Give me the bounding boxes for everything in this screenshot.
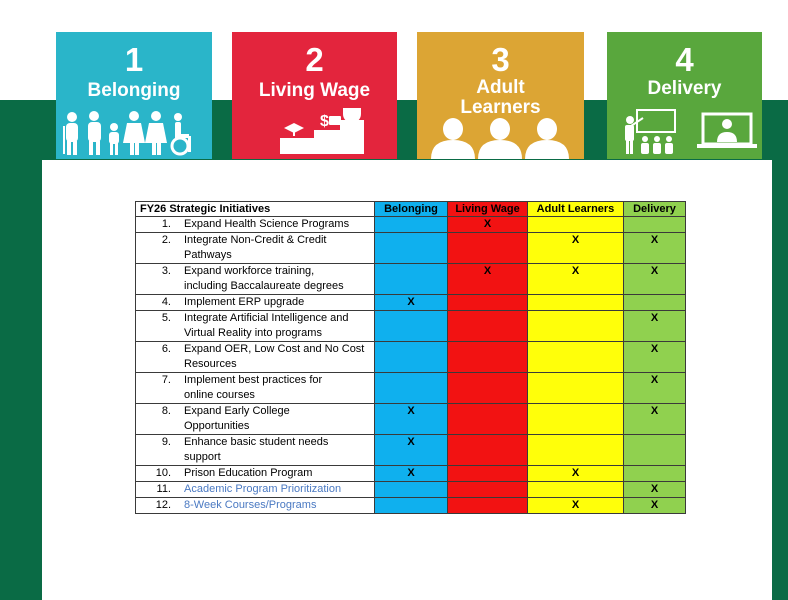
living-wage-mark <box>448 311 528 342</box>
table-row <box>136 233 686 264</box>
initiative-line1: Expand Early College <box>184 405 290 417</box>
goal-number: 3 <box>491 41 510 78</box>
initiative-number: 10. <box>155 467 171 479</box>
initiative-number: 6. <box>161 343 171 355</box>
delivery-mark: X <box>624 311 686 342</box>
initiative-text <box>184 233 370 263</box>
goal-number: 4 <box>675 41 694 78</box>
initiative-line2: support <box>184 451 221 463</box>
initiative-cell <box>136 311 375 342</box>
initiative-line1: Integrate Artificial Intelligence and <box>184 312 349 324</box>
initiative-cell <box>136 295 375 311</box>
belonging-mark <box>375 233 448 264</box>
belonging-mark <box>375 217 448 233</box>
initiative-text <box>184 217 370 232</box>
initiative-line2: online courses <box>184 389 255 401</box>
living-wage-mark <box>448 233 528 264</box>
initiative-cell <box>136 373 375 404</box>
adult-learners-mark <box>528 311 624 342</box>
goal-label: Belonging <box>87 80 181 101</box>
initiative-line1: Prison Education Program <box>184 467 313 479</box>
adult-learners-mark <box>528 435 624 466</box>
delivery-mark: X <box>624 373 686 404</box>
goal-tile-belonging <box>56 32 212 159</box>
initiative-number: 8. <box>161 405 171 417</box>
initiative-line2: Virtual Reality into programs <box>184 327 322 339</box>
delivery-mark <box>624 217 686 233</box>
initiative-text <box>184 311 370 341</box>
living-wage-mark <box>448 342 528 373</box>
delivery-mark: X <box>624 404 686 435</box>
initiative-cell <box>136 217 375 233</box>
table-row <box>136 404 686 435</box>
adult-learners-mark: X <box>528 466 624 482</box>
goal-number: 1 <box>124 41 144 78</box>
initiative-number: 5. <box>161 312 171 324</box>
initiative-line1[interactable]: 8-Week Courses/Programs <box>184 499 317 511</box>
initiative-line1: Expand OER, Low Cost and No Cost <box>184 343 365 355</box>
adult-learners-mark <box>528 217 624 233</box>
goal-number: 2 <box>305 41 324 78</box>
delivery-mark: X <box>624 264 686 295</box>
svg-text:$: $ <box>320 113 329 130</box>
living-wage-mark <box>448 404 528 435</box>
adult-learners-mark: X <box>528 233 624 264</box>
initiative-number: 7. <box>161 374 171 386</box>
initiative-text[interactable] <box>184 498 370 513</box>
living-wage-mark: X <box>448 264 528 295</box>
header-initiatives: FY26 Strategic Initiatives <box>136 202 375 217</box>
initiative-number: 1. <box>161 218 171 230</box>
initiative-number: 12. <box>155 499 171 511</box>
delivery-mark <box>624 295 686 311</box>
initiative-cell <box>136 264 375 295</box>
belonging-mark <box>375 482 448 498</box>
initiative-cell <box>136 498 375 514</box>
initiative-line1: Expand workforce training, <box>184 265 315 277</box>
delivery-mark: X <box>624 233 686 264</box>
initiative-text <box>184 404 370 434</box>
initiative-line1: Enhance basic student needs <box>184 436 329 448</box>
initiative-number: 3. <box>161 265 171 277</box>
belonging-mark: X <box>375 435 448 466</box>
header-delivery: Delivery <box>624 202 686 217</box>
living-wage-mark <box>448 466 528 482</box>
initiative-cell <box>136 482 375 498</box>
belonging-mark <box>375 373 448 404</box>
table-row <box>136 498 686 514</box>
strategic-initiatives-table <box>135 201 686 514</box>
goal-label-line1: Adult <box>476 77 525 98</box>
living-wage-mark <box>448 435 528 466</box>
table-row <box>136 466 686 482</box>
table-row <box>136 217 686 233</box>
header-adult-learners: Adult Learners <box>528 202 624 217</box>
goal-label: Delivery <box>647 78 722 99</box>
table-row <box>136 311 686 342</box>
belonging-mark <box>375 311 448 342</box>
living-wage-mark <box>448 373 528 404</box>
teaching-delivery-icon <box>607 108 762 156</box>
goal-tile-delivery <box>607 32 762 159</box>
living-wage-mark: X <box>448 217 528 233</box>
living-wage-mark <box>448 498 528 514</box>
goal-tile-living-wage <box>232 32 397 159</box>
adult-learners-mark <box>528 404 624 435</box>
initiative-cell <box>136 233 375 264</box>
people-accessibility-icon <box>56 108 212 156</box>
table-header-row <box>136 202 686 217</box>
delivery-mark <box>624 435 686 466</box>
initiative-number: 11. <box>156 483 171 495</box>
delivery-mark <box>624 466 686 482</box>
table-row <box>136 295 686 311</box>
initiative-text <box>184 342 370 372</box>
adult-learners-mark <box>528 295 624 311</box>
adult-learners-mark <box>528 373 624 404</box>
delivery-mark: X <box>624 342 686 373</box>
initiative-line1: Implement ERP upgrade <box>184 296 305 308</box>
initiative-line2: Opportunities <box>184 420 250 432</box>
adult-learners-mark: X <box>528 264 624 295</box>
initiative-text <box>184 435 370 465</box>
adult-learners-icon <box>417 118 584 159</box>
initiative-line2: Pathways <box>184 249 232 261</box>
belonging-mark <box>375 342 448 373</box>
initiative-text <box>184 264 370 294</box>
initiative-cell <box>136 342 375 373</box>
belonging-mark: X <box>375 295 448 311</box>
header-belonging: Belonging <box>375 202 448 217</box>
adult-learners-mark <box>528 482 624 498</box>
table-row <box>136 482 686 498</box>
initiative-text[interactable] <box>184 482 370 497</box>
initiative-cell <box>136 435 375 466</box>
adult-learners-mark: X <box>528 498 624 514</box>
initiative-number: 4. <box>161 296 171 308</box>
initiative-cell <box>136 466 375 482</box>
initiative-line2: Resources <box>184 358 237 370</box>
initiative-line1[interactable]: Academic Program Prioritization <box>184 483 342 495</box>
initiative-cell <box>136 404 375 435</box>
initiative-text <box>184 466 370 481</box>
initiative-line2: including Baccalaureate degrees <box>184 280 344 292</box>
delivery-mark: X <box>624 498 686 514</box>
delivery-mark: X <box>624 482 686 498</box>
belonging-mark: X <box>375 404 448 435</box>
initiative-number: 9. <box>161 436 171 448</box>
header-living-wage: Living Wage <box>448 202 528 217</box>
goal-label: Living Wage <box>258 80 371 101</box>
wage-podium-icon <box>232 106 397 156</box>
table-row <box>136 373 686 404</box>
belonging-mark: X <box>375 466 448 482</box>
adult-learners-mark <box>528 342 624 373</box>
goal-tile-adult-learners <box>417 32 584 159</box>
table-row <box>136 435 686 466</box>
initiative-line1: Expand Health Science Programs <box>184 218 350 230</box>
initiative-text <box>184 295 370 310</box>
goal-label-line2: Learners <box>460 97 541 118</box>
initiative-number: 2. <box>161 234 171 246</box>
table-row <box>136 342 686 373</box>
initiative-text <box>184 373 370 403</box>
initiative-line1: Integrate Non-Credit & Credit <box>184 234 327 246</box>
living-wage-mark <box>448 295 528 311</box>
initiative-line1: Implement best practices for <box>184 374 323 386</box>
belonging-mark <box>375 264 448 295</box>
living-wage-mark <box>448 482 528 498</box>
table-row <box>136 264 686 295</box>
belonging-mark <box>375 498 448 514</box>
